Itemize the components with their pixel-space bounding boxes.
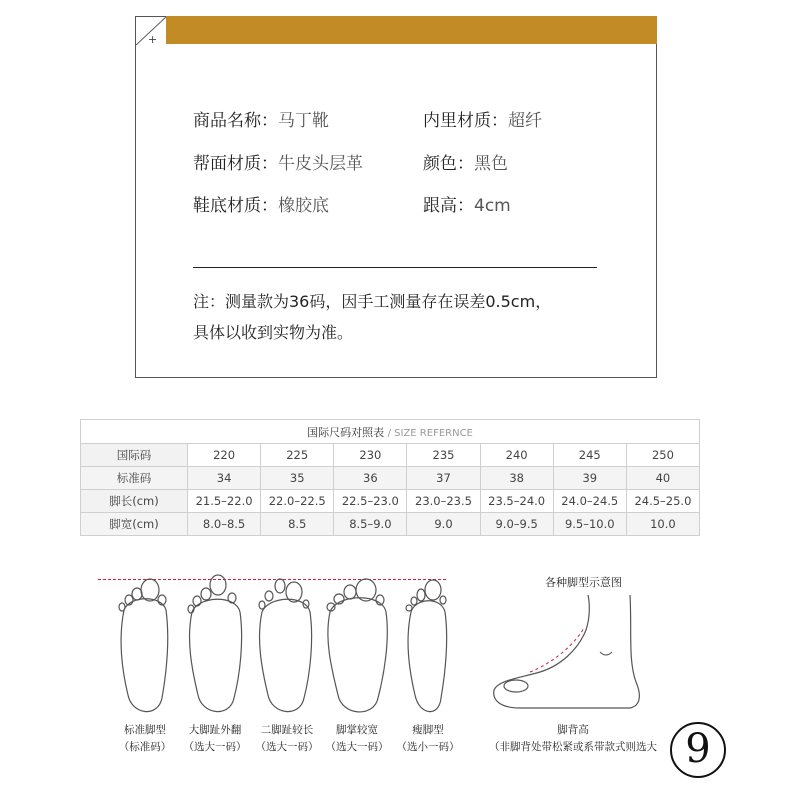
spec-label: 颜色： — [423, 154, 474, 174]
table-cell: 35 — [261, 467, 334, 490]
size-reference-table — [80, 419, 700, 536]
table-cell: 8.5 — [261, 513, 334, 536]
row-label: 国际码 — [81, 444, 188, 467]
spec-heel — [423, 191, 511, 216]
row-label: 脚宽(cm) — [81, 513, 188, 536]
table-cell: 22.5–23.0 — [334, 490, 407, 513]
foot-long-second-toe-icon — [250, 570, 320, 720]
table-cell: 23.0–23.5 — [407, 490, 480, 513]
foot-type-caption — [175, 722, 255, 756]
foot-type-caption — [247, 722, 327, 756]
table-cell: 245 — [553, 444, 626, 467]
spec-sole — [193, 191, 329, 216]
table-cell: 36 — [334, 467, 407, 490]
foot-bunion-icon — [180, 570, 250, 720]
foot-type-name: 瘦脚型 — [412, 724, 444, 736]
spec-label: 帮面材质： — [193, 154, 278, 174]
table-cell: 220 — [188, 444, 261, 467]
instep-caption — [478, 722, 668, 756]
foot-standard-icon — [110, 570, 180, 720]
table-row — [81, 513, 700, 536]
page-number: 9 — [670, 722, 726, 778]
table-cell: 37 — [407, 467, 480, 490]
table-cell: 21.5–22.0 — [188, 490, 261, 513]
table-cell: 9.0 — [407, 513, 480, 536]
spec-value: 牛皮头层革 — [278, 154, 363, 174]
foot-diagram-title: 各种脚型示意图 — [545, 576, 622, 589]
spec-label: 商品名称： — [193, 111, 278, 131]
table-cell: 225 — [261, 444, 334, 467]
row-label: 标准码 — [81, 467, 188, 490]
foot-type-advice: （选大一码） — [183, 741, 247, 753]
spec-value: 超纤 — [508, 111, 542, 131]
table-cell: 24.0–24.5 — [553, 490, 626, 513]
spec-upper — [193, 149, 363, 174]
table-row — [81, 490, 700, 513]
plus-icon: + — [148, 33, 158, 46]
table-cell: 235 — [407, 444, 480, 467]
spec-lining — [423, 106, 542, 131]
foot-type-advice: （选小一码） — [396, 741, 460, 753]
foot-type-name: 二脚趾较长 — [260, 724, 314, 736]
table-cell: 230 — [334, 444, 407, 467]
spec-value: 马丁靴 — [278, 111, 329, 131]
foot-type-caption — [388, 722, 468, 756]
table-row — [81, 444, 700, 467]
card-header-band — [166, 16, 657, 44]
spec-product-name — [193, 106, 329, 131]
table-row — [81, 467, 700, 490]
foot-type-name: 脚掌较宽 — [336, 724, 378, 736]
table-cell: 24.5–25.0 — [626, 490, 699, 513]
table-cell: 23.5–24.0 — [480, 490, 553, 513]
table-cell: 8.0–8.5 — [188, 513, 261, 536]
divider — [193, 267, 597, 268]
table-subtitle: / SIZE REFERNCE — [387, 427, 473, 439]
spec-value: 4cm — [474, 196, 511, 216]
row-label: 脚长(cm) — [81, 490, 188, 513]
note-line-1: 注：测量款为36码，因手工测量存在误差0.5cm， — [193, 292, 552, 311]
foot-type-caption — [105, 722, 185, 756]
instep-advice: （非脚背处带松紧或系带款式则选大 — [489, 741, 657, 753]
table-cell: 250 — [626, 444, 699, 467]
spec-color — [423, 149, 508, 174]
table-cell: 9.0–9.5 — [480, 513, 553, 536]
spec-value: 黑色 — [474, 154, 508, 174]
foot-type-caption — [317, 722, 397, 756]
product-info-card — [135, 16, 657, 378]
foot-type-advice: （标准码） — [118, 741, 172, 753]
table-title-text: 国际尺码对照表 — [307, 425, 385, 439]
table-cell: 39 — [553, 467, 626, 490]
high-instep-foot-icon — [490, 590, 670, 720]
foot-type-advice: （选大一码） — [255, 741, 319, 753]
foot-type-name: 大脚趾外翻 — [188, 724, 242, 736]
table-cell: 240 — [480, 444, 553, 467]
spec-label: 鞋底材质： — [193, 196, 278, 216]
spec-value: 橡胶底 — [278, 196, 329, 216]
instep-name: 脚背高 — [557, 724, 589, 736]
table-cell: 38 — [480, 467, 553, 490]
spec-label: 内里材质： — [423, 111, 508, 131]
foot-wide-icon — [322, 570, 392, 720]
note-line-2: 具体以收到实物为准。 — [193, 323, 354, 342]
table-cell: 8.5–9.0 — [334, 513, 407, 536]
foot-type-name: 标准脚型 — [124, 724, 166, 736]
spec-label: 跟高： — [423, 196, 474, 216]
foot-type-advice: （选大一码） — [325, 741, 389, 753]
table-cell: 22.0–22.5 — [261, 490, 334, 513]
table-cell: 40 — [626, 467, 699, 490]
table-cell: 10.0 — [626, 513, 699, 536]
table-cell: 9.5–10.0 — [553, 513, 626, 536]
table-cell: 34 — [188, 467, 261, 490]
table-title — [81, 420, 700, 444]
foot-slim-icon — [393, 570, 463, 720]
